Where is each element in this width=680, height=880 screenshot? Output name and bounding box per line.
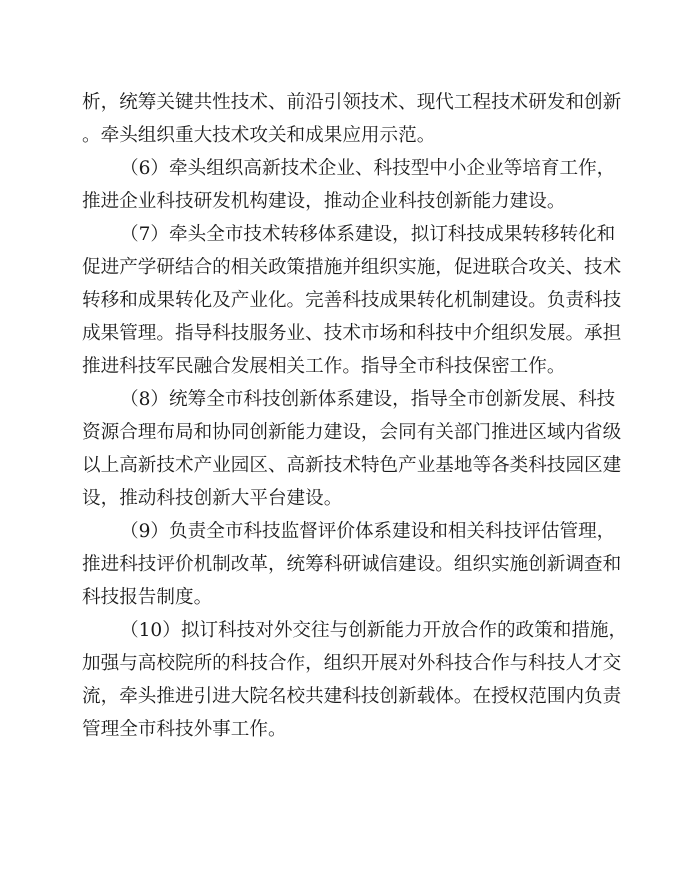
text-line: 设，推动科技创新大平台建设。 [82,488,343,509]
text-line: （8）统筹全市科技创新体系建设，指导全市创新发展、科技 [120,389,616,410]
text-line: 转移和成果转化及产业化。完善科技成果转化机制建设。负责科技 [82,290,622,311]
text-line: 流，牵头推进引进大院名校共建科技创新载体。在授权范围内负责 [82,686,622,707]
text-line: 以上高新技术产业园区、高新技术特色产业基地等各类科技园区建 [82,455,622,476]
text-line: 成果管理。指导科技服务业、技术市场和科技中介组织发展。承担 [82,323,622,344]
text-line: 推进企业科技研发机构建设，推动企业科技创新能力建设。 [82,191,566,212]
text-line: 加强与高校院所的科技合作，组织开展对外科技合作与科技人才交 [82,653,622,674]
text-line: 推进科技军民融合发展相关工作。指导全市科技保密工作。 [82,356,566,377]
document-body [82,86,628,746]
text-line: 科技报告制度。 [82,587,213,608]
text-line: 资源合理布局和协同创新能力建设，会同有关部门推进区域内省级 [82,422,622,443]
text-line: 。牵头组织重大技术攻关和成果应用示范。 [82,125,436,146]
text-line: 析，统筹关键共性技术、前沿引领技术、现代工程技术研发和创新 [82,92,622,113]
text-line: 推进科技评价机制改革，统筹科研诚信建设。组织实施创新调查和 [82,554,622,575]
text-line: 管理全市科技外事工作。 [82,719,287,740]
text-line: （6）牵头组织高新技术企业、科技型中小企业等培育工作， [120,158,616,179]
text-line: （9）负责全市科技监督评价体系建设和相关科技评估管理， [120,521,616,542]
text-line: （7）牵头全市技术转移体系建设，拟订科技成果转移转化和 [120,224,616,245]
text-line: 促进产学研结合的相关政策措施并组织实施，促进联合攻关、技术 [82,257,622,278]
text-line: （10）拟订科技对外交往与创新能力开放合作的政策和措施， [120,620,628,641]
